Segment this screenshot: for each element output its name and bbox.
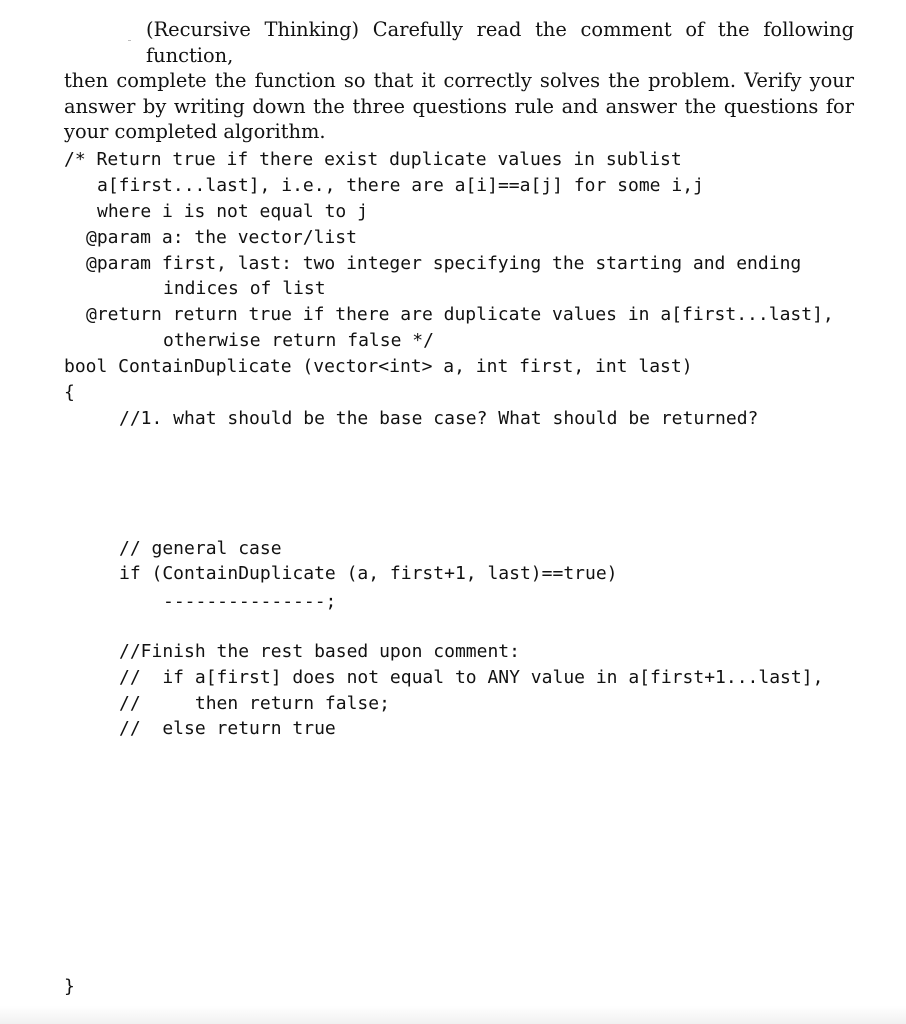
problem-statement-rest: then complete the function so that it correctly solves the problem. Verify your answer by writing down the three questions rule and answer the questions for your completed algorithm.: [64, 69, 854, 143]
base-case-comment: //1. what should be the base case? What should be returned?: [119, 408, 759, 429]
finish-comment-heading: //Finish the rest based upon comment:: [119, 641, 520, 662]
recursive-if-statement: if (ContainDuplicate (a, first+1, last)==true): [119, 563, 618, 584]
function-close-brace: }: [64, 976, 75, 997]
doc-param-first-last: @param first, last: two integer specifying the starting and ending: [86, 253, 802, 274]
doc-comment-line-1: /* Return true if there exist duplicate values in sublist: [64, 149, 682, 170]
problem-statement: [64, 17, 854, 145]
doc-comment-line-2: a[first...last], i.e., there are a[i]==a[j] for some i,j: [97, 175, 704, 196]
general-case-comment: // general case: [119, 538, 282, 559]
finish-comment-else: // else return true: [119, 718, 336, 739]
finish-comment-then: // then return false;: [119, 693, 390, 714]
problem-statement-first-line: (Recursive Thinking) Carefully read the comment of the following function,: [146, 18, 854, 67]
doc-param-first-last-continued: indices of list: [163, 278, 326, 299]
fill-in-blank-return: ---------------;: [163, 591, 337, 612]
doc-return-continued: otherwise return false */: [163, 330, 434, 351]
finish-comment-if: // if a[first] does not equal to ANY value in a[first+1...last],: [119, 667, 824, 688]
function-signature: bool ContainDuplicate (vector<int> a, int first, int last): [64, 356, 693, 377]
doc-comment-line-3: where i is not equal to j: [97, 201, 368, 222]
doc-return: @return return true if there are duplicate values in a[first...last],: [86, 304, 834, 325]
function-open-brace: {: [64, 382, 75, 403]
doc-param-a: @param a: the vector/list: [86, 227, 357, 248]
page-bottom-shade: [0, 1006, 906, 1024]
